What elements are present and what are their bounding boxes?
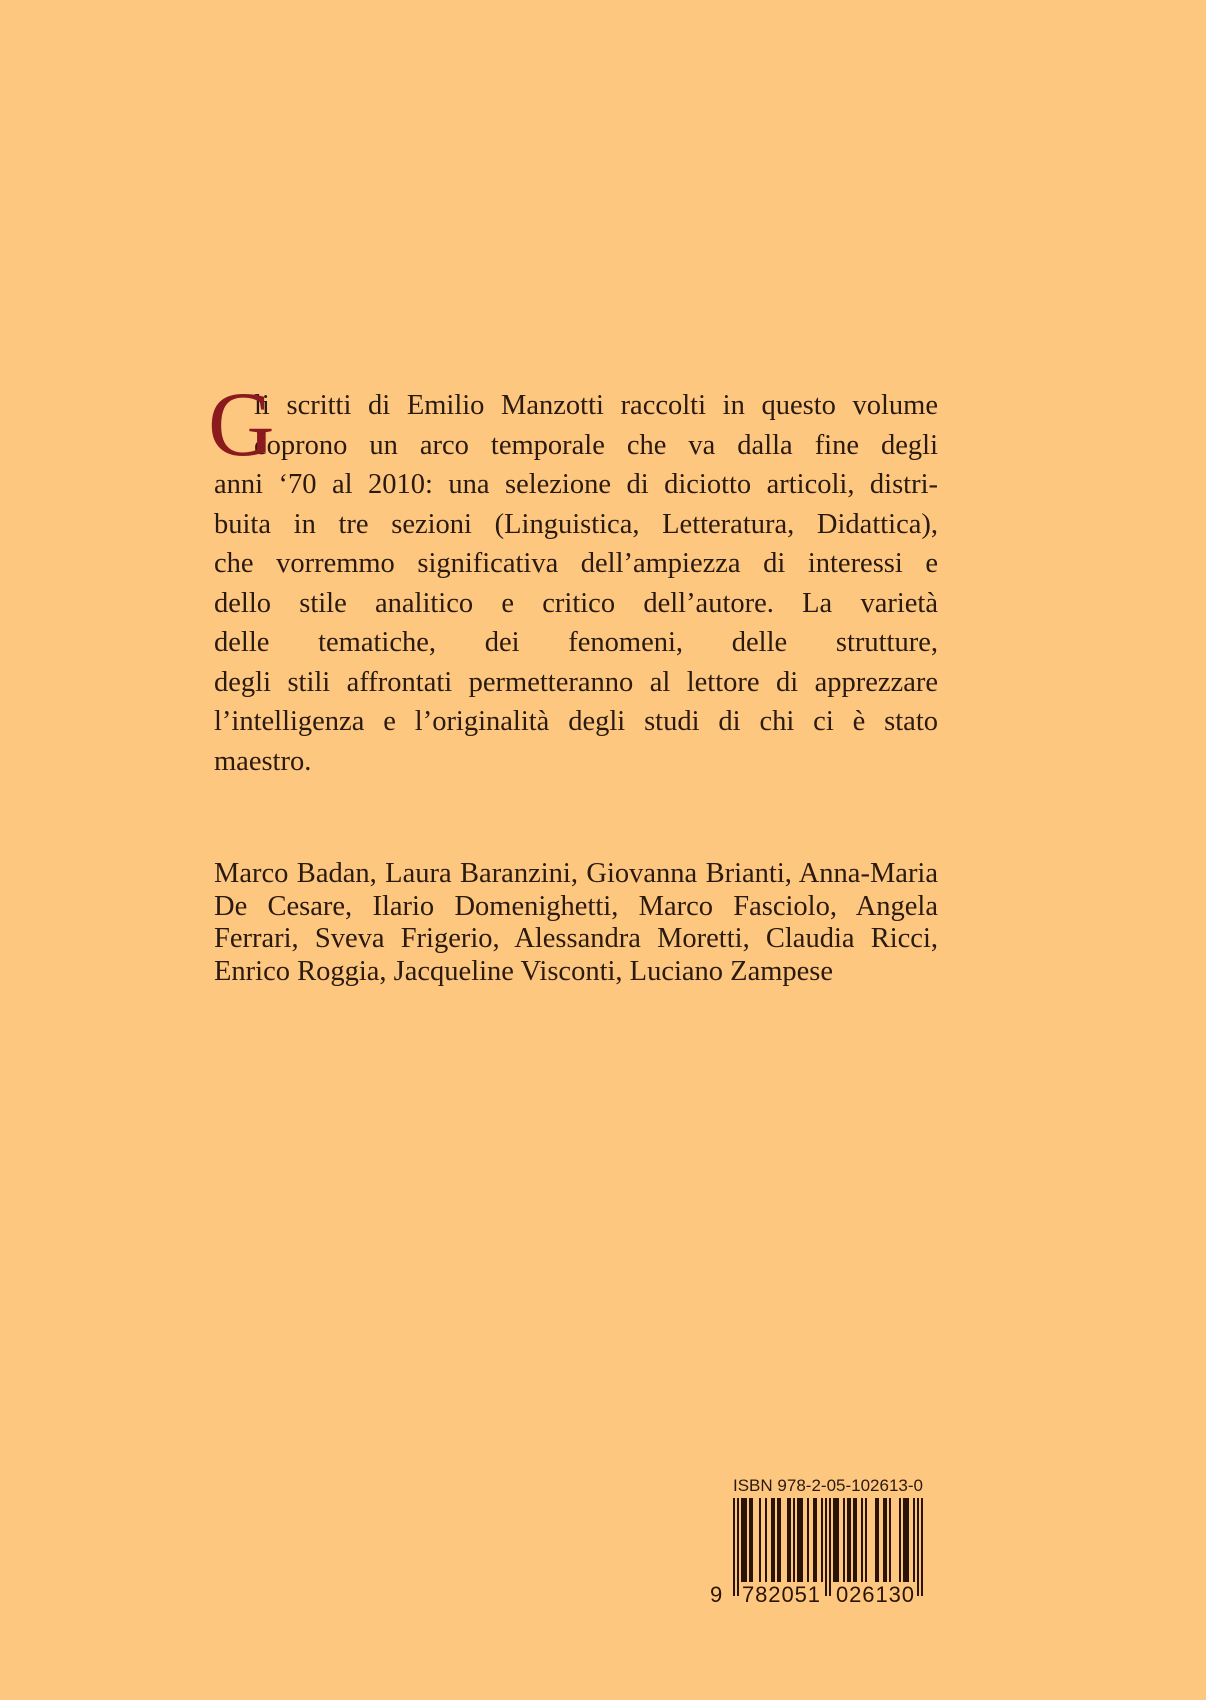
barcode-bar — [903, 1498, 905, 1582]
barcode-bar — [807, 1498, 809, 1582]
barcode-bar — [853, 1498, 855, 1582]
barcode-bar — [813, 1498, 815, 1582]
isbn-label: ISBN 978-2-05-102613-0 — [733, 1476, 923, 1495]
barcode-bar — [743, 1498, 745, 1582]
barcode-bar — [801, 1498, 803, 1582]
barcode-bar — [737, 1498, 739, 1596]
barcode-bar — [773, 1498, 775, 1582]
barcode-bar — [847, 1498, 849, 1582]
barcode-bar — [835, 1498, 837, 1582]
barcode-bar — [815, 1498, 817, 1582]
barcode-bar — [885, 1498, 887, 1582]
barcode-bar — [921, 1498, 923, 1596]
barcode-bar — [799, 1498, 801, 1582]
barcode-bar — [797, 1498, 799, 1582]
barcode-bar — [789, 1498, 791, 1582]
barcode-bar — [765, 1498, 767, 1582]
barcode-bar — [861, 1498, 863, 1582]
blurb-line: l’intelligenza e l’originalità degli studi di chi ci è stato — [214, 706, 938, 737]
barcode-bar — [877, 1498, 879, 1582]
contributors-line: Enrico Roggia, Jacqueline Visconti, Luciano Zampese — [214, 955, 834, 987]
drop-cap: G — [208, 373, 275, 475]
blurb-line: delle tematiche, dei fenomeni, delle strutture, — [214, 627, 938, 658]
barcode-bar — [821, 1498, 823, 1582]
barcode — [704, 1498, 934, 1608]
contributors-line: Marco Badan, Laura Baranzini, Giovanna Brianti, Anna-Maria — [214, 858, 938, 889]
barcode-bar — [787, 1498, 789, 1582]
contributors-line: Ferrari, Sveva Frigerio, Alessandra Moretti, Claudia Ricci, — [214, 923, 938, 954]
barcode-bar — [907, 1498, 909, 1582]
contributors-list — [214, 858, 938, 988]
barcode-digits: 782051 — [742, 1582, 820, 1607]
barcode-bar — [849, 1498, 851, 1582]
barcode-bar — [843, 1498, 845, 1582]
blurb-line: coprono un arco temporale che va dalla fine degli — [254, 429, 938, 461]
barcode-bar — [733, 1498, 735, 1596]
barcode-bar — [825, 1498, 827, 1596]
barcode-bar — [917, 1498, 919, 1596]
barcode-bar — [833, 1498, 835, 1582]
contributors-line: De Cesare, Ilario Domenighetti, Marco Fasciolo, Angela — [214, 890, 938, 922]
barcode-bar — [913, 1498, 915, 1582]
blurb-line: anni ‘70 al 2010: una selezione di diciotto articoli, distri- — [214, 469, 938, 500]
barcode-bar — [751, 1498, 753, 1582]
blurb-paragraph — [208, 373, 938, 781]
barcode-bar — [875, 1498, 877, 1582]
barcode-bar — [759, 1498, 761, 1582]
barcode-bar — [771, 1498, 773, 1582]
barcode-bar — [889, 1498, 891, 1582]
barcode-bar — [899, 1498, 901, 1582]
barcode-bar — [829, 1498, 831, 1596]
barcode-bar — [883, 1498, 885, 1582]
blurb-line: maestro. — [214, 745, 312, 777]
barcode-bar — [855, 1498, 857, 1582]
barcode-bar — [745, 1498, 747, 1582]
blurb-line: buita in tre sezioni (Linguistica, Letteratura, Didattica), — [214, 508, 938, 540]
barcode-digits: 9 — [710, 1582, 723, 1607]
blurb-line: che vorremmo significativa dell’ampiezza di interessi e — [214, 548, 938, 579]
blurb-line: dello stile analitico e critico dell’autore. La varietà — [214, 587, 938, 619]
barcode-bar — [749, 1498, 751, 1582]
barcode-bar — [779, 1498, 781, 1582]
barcode-digits: 026130 — [836, 1582, 914, 1607]
barcode-bar — [741, 1498, 743, 1582]
barcode-bar — [793, 1498, 795, 1582]
blurb-line: li scritti di Emilio Manzotti raccolti in questo volume — [254, 390, 938, 421]
blurb-line: degli stili affrontati permetteranno al lettore di apprezzare — [214, 666, 938, 698]
barcode-bar — [905, 1498, 907, 1582]
barcode-bar — [837, 1498, 839, 1582]
barcode-bar — [777, 1498, 779, 1582]
barcode-bar — [865, 1498, 867, 1582]
